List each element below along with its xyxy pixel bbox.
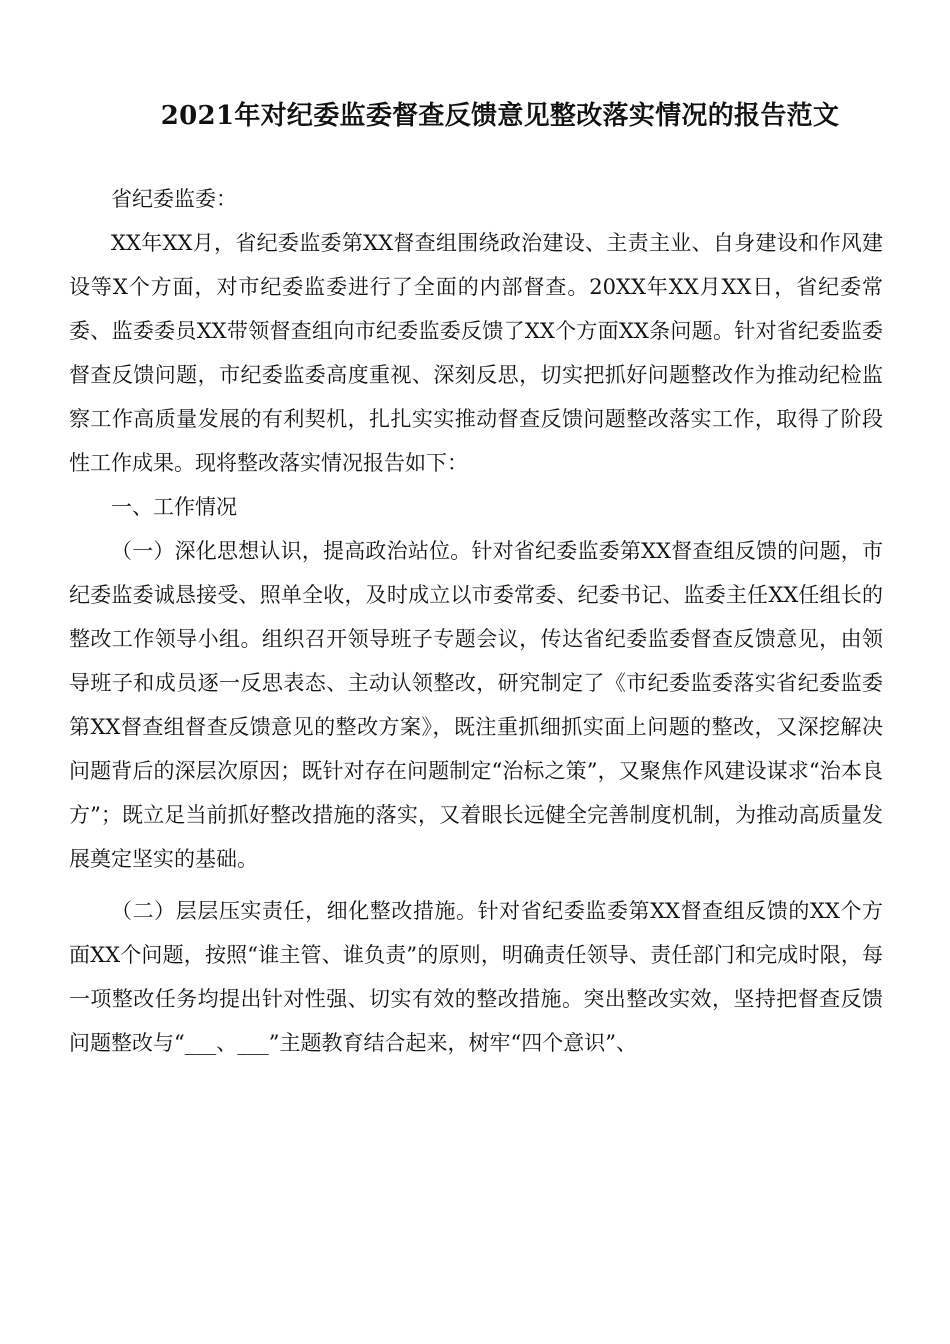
paragraph-intro: XX年XX月，省纪委监委第XX督查组围绕政治建设、主责主业、自身建设和作风建设等X个方面，对市纪委监委进行了全面的内部督查。20XX年XX月XX日，省纪委常委、监委委员XX带领督查组向市纪委监委反馈了XX个方面XX条问题。针对省纪委监委督查反馈问题，市纪委监委高度重视、深刻反思，切实把抓好问题整改作为推动纪检监察工作高质量发展的有利契机，扎扎实实推动督查反馈问题整改落实工作，取得了阶段性工作成果。现将整改落实情况报告如下： [69,231,883,475]
section-heading-work-status: 一、工作情况 [111,495,237,519]
document-title: 2021年对纪委监委督查反馈意见整改落实情况的报告范文 [160,101,840,131]
salutation: 省纪委监委： [111,187,237,211]
paragraph-item-1: （一）深化思想认识，提高政治站位。针对省纪委监委第XX督查组反馈的问题，市纪委监委诚恳接受、照单全收，及时成立以市委常委、纪委书记、监委主任XX任组长的整改工作领导小组。组织召开领导班子专题会议，传达省纪委监委督查反馈意见，由领导班子和成员逐一反思表态、主动认领整改，研究制定了《市纪委监委落实省纪委监委第XX督查组督查反馈意见的整改方案》，既注重抓细抓实面上问题的整改，又深挖解决问题背后的深层次原因；既针对存在问题制定“治标之策”，又聚焦作风建设谋求“治本良方”；既立足当前抓好整改措施的落实，又着眼长远健全完善制度机制，为推动高质量发展奠定坚实的基础。 [69,539,883,871]
document-body [69,177,883,1065]
paragraph-item-2: （二）层层压实责任，细化整改措施。针对省纪委监委第XX督查组反馈的XX个方面XX个问题，按照“谁主管、谁负责”的原则，明确责任领导、责任部门和完成时限，每一项整改任务均提出针对性强、切实有效的整改措施。突出整改实效，坚持把督查反馈问题整改与“___、___”主题教育结合起来，树牢“四个意识”、 [69,899,883,1055]
